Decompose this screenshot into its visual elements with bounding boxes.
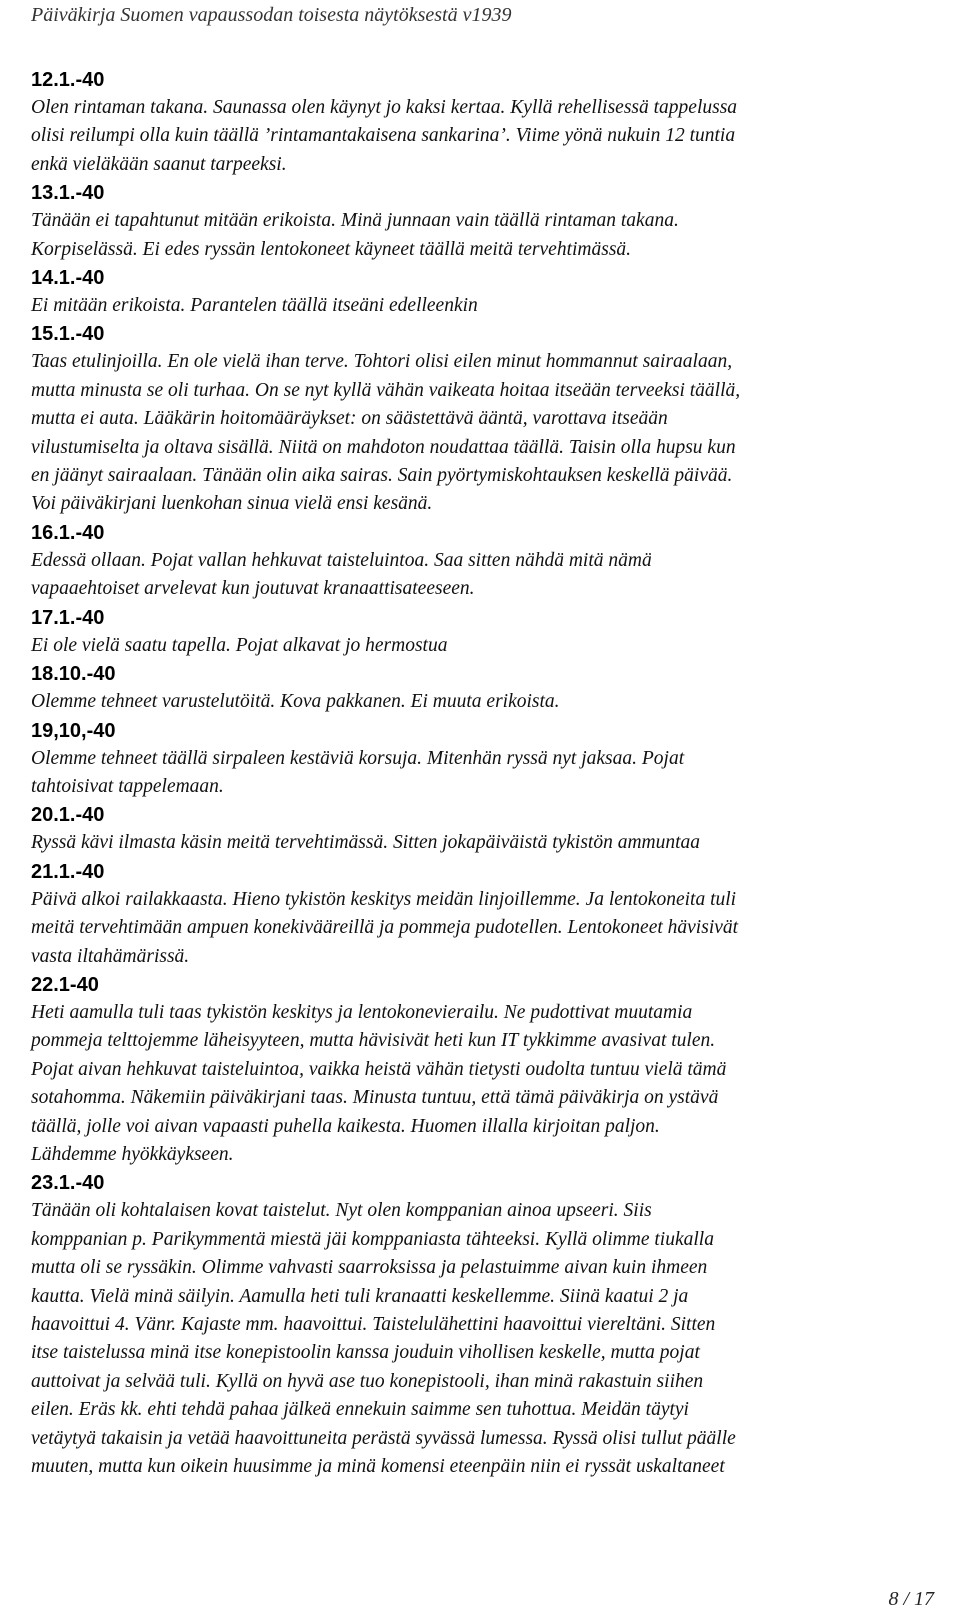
- entry-date: 15.1.-40: [31, 323, 105, 346]
- entry-line: Edessä ollaan. Pojat vallan hehkuvat taisteluintoa. Saa sitten nähdä mitä nämä: [31, 549, 652, 571]
- entry-line: Ryssä kävi ilmasta käsin meitä tervehtimässä. Sitten jokapäiväistä tykistön ammuntaa: [31, 832, 701, 854]
- entry-date: 14.1.-40: [31, 267, 105, 290]
- entry-line: sotahomma. Näkemiin päiväkirjani taas. Minusta tuntuu, että tämä päiväkirja on ystävä: [31, 1087, 719, 1109]
- diary-entry: [31, 264, 943, 320]
- entry-line: Olen rintaman takana. Saunassa olen käynyt jo kaksi kertaa. Kyllä rehellisessä tappelussa: [31, 97, 738, 118]
- entry-line: täällä, jolle voi aivan vapaasti puhella kaikesta. Huomen illalla kirjoitan paljon.: [31, 1115, 660, 1137]
- entry-text: [31, 688, 943, 716]
- entry-line: en jäänyt sairaalaan. Tänään olin aika sairas. Sain pyörtymiskohtauksen keskellä päivää.: [31, 465, 733, 487]
- diary-entry: [31, 179, 943, 264]
- page-number: 8 / 17: [888, 1588, 934, 1610]
- entry-text: [31, 207, 943, 264]
- entry-line: Olemme tehneet täällä sirpaleen kestäviä korsuja. Mitenhän ryssä nyt jaksaa. Pojat: [31, 747, 685, 769]
- entry-line: Heti aamulla tuli taas tykistön keskitys ja lentokonevierailu. Ne pudottivat muutamia: [31, 1001, 693, 1023]
- entry-date: 12.1.-40: [31, 69, 105, 91]
- entry-date: 19,10,-40: [31, 719, 116, 742]
- entry-date: 20.1.-40: [31, 804, 105, 827]
- entry-text: [31, 94, 943, 179]
- diary-content: [31, 66, 943, 1481]
- entry-line: eilen. Eräs kk. ehti tehdä pahaa jälkeä ennekuin saimme sen tuhottua. Meidän täytyi: [31, 1399, 689, 1421]
- entry-line: vilustumiselta ja oltava sisällä. Niitä on mahdoton noudattaa täällä. Taisin olla hupsu kun: [31, 436, 736, 458]
- entry-line: olisi reilumpi olla kuin täällä ’rintamantakaisena sankarina’. Viime yönä nukuin 12 tuntia: [31, 125, 736, 147]
- entry-line: muuten, mutta kun oikein huusimme ja minä komensi eteenpäin niin ei ryssät uskaltaneet: [31, 1456, 725, 1478]
- entry-line: komppanian p. Parikymmentä miestä jäi komppaniasta tähteeksi. Kyllä olimme tiukalla: [31, 1228, 714, 1250]
- entry-text: [31, 547, 943, 604]
- entry-line: auttoivat ja selvää tuli. Kyllä on hyvä ase tuo konepistooli, ihan minä rakastuin siihen: [31, 1370, 704, 1392]
- entry-line: meitä tervehtimään ampuen konekivääreillä ja pommeja pudotellen. Lentokoneet hävisivät: [31, 917, 739, 939]
- entry-line: Taas etulinjoilla. En ole vielä ihan terve. Tohtori olisi eilen minut hommannut sairaalaan,: [31, 351, 733, 373]
- diary-entry: [31, 519, 943, 604]
- diary-entry: [31, 320, 943, 518]
- entry-line: kautta. Vielä minä säilyin. Aamulla heti tuli kranaatti keskellemme. Siinä kaatui 2 ja: [31, 1285, 689, 1307]
- entry-line: mutta ei auta. Lääkärin hoitomääräykset: on säästettävä ääntä, varottava itseään: [31, 408, 668, 430]
- entry-line: haavoittui 4. Vänr. Kajaste mm. haavoittui. Taistelulähettini haavoittui viereltäni. Sitten: [31, 1314, 716, 1335]
- entry-text: [31, 292, 943, 320]
- entry-line: vetäytyä takaisin ja vetää haavoittuneita perästä syvässä lumessa. Ryssä olisi tullut päälle: [31, 1427, 736, 1449]
- entry-line: mutta oli se ryssäkin. Olimme vahvasti saarroksissa ja pelastuimme aivan kuin ihmeen: [31, 1257, 708, 1279]
- diary-entry: [31, 717, 943, 802]
- entry-text: [31, 632, 943, 660]
- entry-text: [31, 745, 943, 802]
- entry-line: vapaaehtoiset arvelevat kun joutuvat kranaattisateeseen.: [31, 578, 475, 600]
- diary-entry: [31, 801, 943, 857]
- entry-text: [31, 886, 943, 971]
- entry-date: 23.1.-40: [31, 1172, 105, 1195]
- entry-line: mutta minusta se oli turhaa. On se nyt kyllä vähän vaikeata hoitaa itseään terveeksi täällä,: [31, 379, 741, 401]
- entry-line: Olemme tehneet varustelutöitä. Kova pakkanen. Ei muuta erikoista.: [31, 691, 560, 713]
- entry-line: Lähdemme hyökkäykseen.: [31, 1143, 234, 1165]
- entry-line: Korpiselässä. Ei edes ryssän lentokoneet käyneet täällä meitä tervehtimässä.: [31, 238, 632, 260]
- entry-line: Pojat aivan hehkuvat taisteluintoa, vaikka heistä vähän tietysti oudolta tuntuu vielä tämä: [31, 1058, 727, 1080]
- entry-date: 18.10.-40: [31, 663, 116, 686]
- entry-line: vasta iltahämärissä.: [31, 945, 190, 967]
- entry-text: [31, 829, 943, 857]
- entry-date: 16.1.-40: [31, 521, 105, 544]
- entry-line: itse taistelussa minä itse konepistoolin kanssa jouduin vihollisen keskelle, mutta pojat: [31, 1342, 700, 1364]
- entry-line: Tänään ei tapahtunut mitään erikoista. Minä junnaan vain täällä rintaman takana.: [31, 210, 679, 232]
- diary-entry: [31, 971, 943, 1169]
- diary-entry: [31, 1169, 943, 1481]
- entry-line: pommeja telttojemme läheisyyteen, mutta hävisivät heti kun IT tykkimme avasivat tulen.: [31, 1030, 716, 1052]
- entry-text: [31, 1197, 943, 1481]
- entry-date: 21.1.-40: [31, 860, 105, 883]
- entry-line: Päivä alkoi railakkaasta. Hieno tykistön keskitys meidän linjoillemme. Ja lentokoneita tuli: [31, 888, 737, 910]
- entry-date: 17.1.-40: [31, 606, 105, 629]
- entry-line: Ei mitään erikoista. Parantelen täällä itseäni edelleenkin: [31, 295, 478, 317]
- entry-line: Ei ole vielä saatu tapella. Pojat alkavat jo hermostua: [31, 634, 448, 656]
- diary-entry: [31, 66, 943, 179]
- entry-date: 13.1.-40: [31, 182, 105, 205]
- entry-line: enkä vieläkään saanut tarpeeksi.: [31, 153, 287, 175]
- diary-entry: [31, 858, 943, 971]
- entry-date: 22.1-40: [31, 973, 99, 996]
- page-header-title: Päiväkirja Suomen vapaussodan toisesta näytöksestä v1939: [31, 4, 512, 26]
- entry-line: Tänään oli kohtalaisen kovat taistelut. Nyt olen komppanian ainoa upseeri. Siis: [31, 1200, 652, 1222]
- diary-entry: [31, 604, 943, 660]
- entry-line: Voi päiväkirjani luenkohan sinua vielä ensi kesänä.: [31, 493, 433, 515]
- entry-line: tahtoisivat tappelemaan.: [31, 775, 224, 797]
- entry-text: [31, 999, 943, 1169]
- entry-text: [31, 348, 943, 518]
- diary-entry: [31, 660, 943, 716]
